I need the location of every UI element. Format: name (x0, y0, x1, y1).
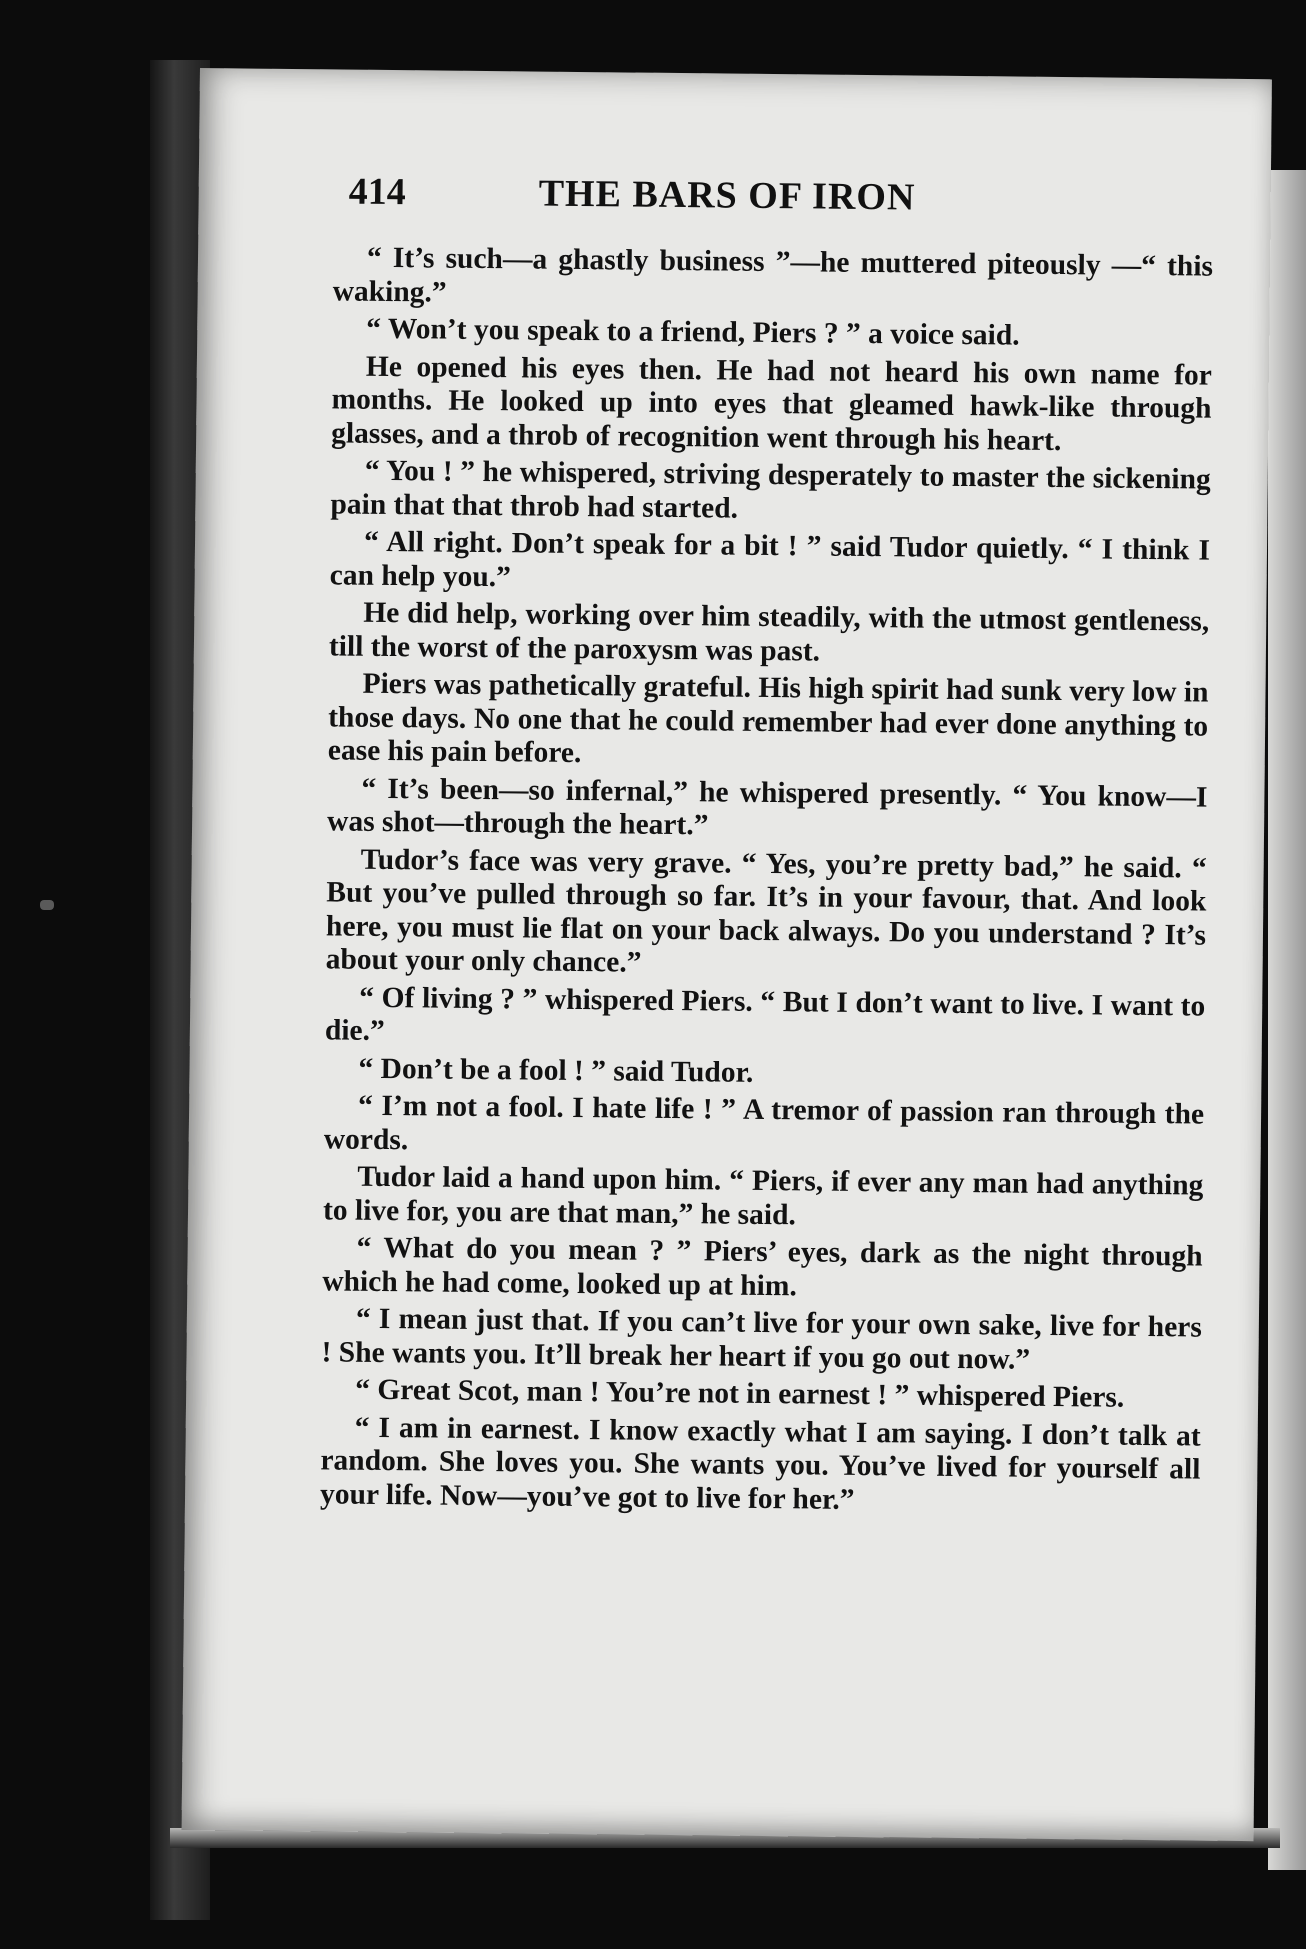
paragraph: “ It’s such—a ghastly business ”—he muttered piteously —“ this waking.” (332, 241, 1214, 309)
body-text (320, 241, 1213, 1524)
page (182, 68, 1272, 1841)
running-title: THE BARS OF IRON (538, 172, 916, 219)
margin-mark (40, 900, 54, 910)
paragraph: “ All right. Don’t speak for a bit ! ” said Tudor quietly. “ I think I can help you.” (329, 525, 1211, 593)
paragraph: “ Won’t you speak to a friend, Piers ? ” a voice said. (366, 312, 1020, 352)
paragraph: He did help, working over him steadily, with the utmost gentleness, till the worst of the paroxysm was past. (328, 596, 1210, 668)
paragraph: “ Don’t be a fool ! ” said Tudor. (358, 1052, 754, 1089)
paragraph: “ It’s been—so infernal,” he whispered presently. “ You know—I was shot—through the heart.” (326, 772, 1208, 842)
paragraph: Tudor laid a hand upon him. “ Piers, if ever any man had anything to live for, you are that man,” he said. (322, 1160, 1204, 1231)
page-number: 414 (348, 170, 406, 214)
paragraph: Piers was pathetically grateful. His high spirit had sunk very low in those days. No one that he could remember had ever done anything to ease his pain before. (327, 667, 1209, 770)
paragraph: “ I am in earnest. I know exactly what I am saying. I don’t talk at random. She loves you. She wants you. You’ve lived for yourself all your life. Now—you’ve got to live for her.” (319, 1411, 1201, 1516)
paragraph: “ You ! ” he whispered, striving desperately to master the sickening pain that that throb had started. (330, 454, 1211, 525)
paragraph: “ Great Scot, man ! You’re not in earnest ! ” whispered Piers. (355, 1373, 1125, 1414)
paragraph: Tudor’s face was very grave. “ Yes, you’re pretty bad,” he said. “ But you’ve pulled through so far. It’s in your favour, that. And look here, you must lie flat on your back always. Do you understand ? It’s about your only chance.” (325, 843, 1207, 979)
paragraph: He opened his eyes then. He had not heard his own name for months. He looked up into eyes that gleamed hawk-like through glasses, and a throb of recognition went through his heart. (331, 350, 1213, 457)
paragraph: “ What do you mean ? ” Piers’ eyes, dark as the night through which he had come, looked up at him. (322, 1231, 1203, 1302)
facing-page-edge (1268, 170, 1306, 1870)
paragraph: “ Of living ? ” whispered Piers. “ But I don’t want to live. I want to die.” (324, 981, 1206, 1047)
paragraph: “ I’m not a fool. I hate life ! ” A tremor of passion ran through the words. (323, 1089, 1205, 1156)
page-header (348, 170, 1129, 238)
paragraph: “ I mean just that. If you can’t live for your own sake, live for hers ! She wants you. It’ll break her heart if you go out now.” (321, 1302, 1203, 1376)
